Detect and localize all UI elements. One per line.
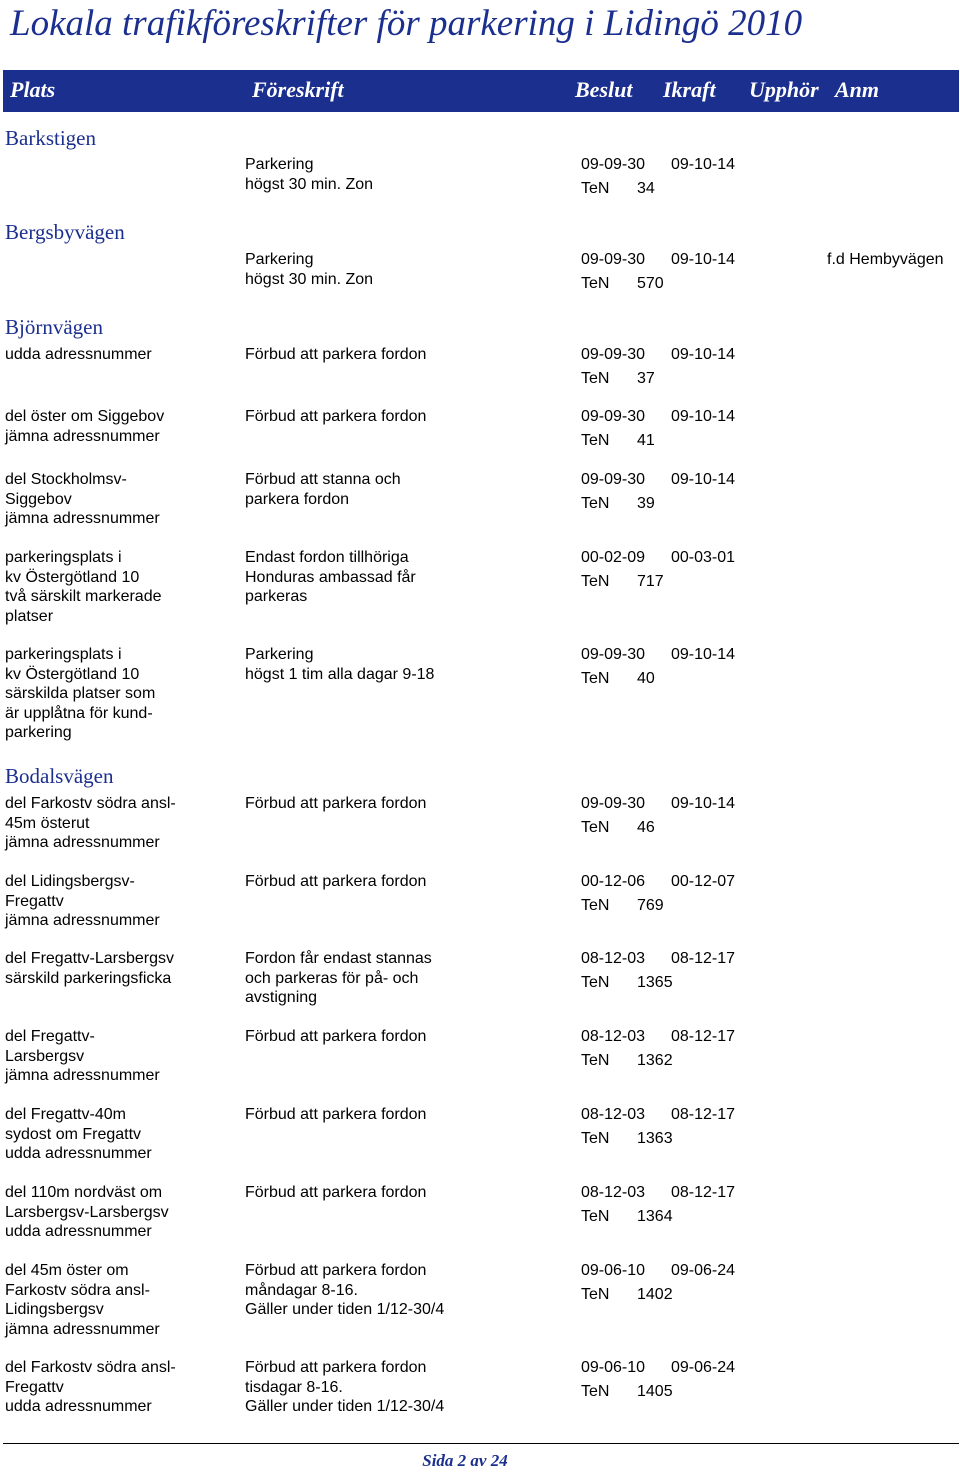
entry-regulation: Parkering högst 1 tim alla dagar 9-18 bbox=[245, 646, 435, 683]
column-header-bar bbox=[3, 70, 959, 112]
regulation-entry bbox=[0, 1105, 960, 1162]
entry-effective-date: 09-10-14 bbox=[671, 251, 736, 268]
ten-number: 39 bbox=[637, 495, 655, 512]
entry-decision-date: 09-09-30 bbox=[581, 795, 646, 812]
entry-regulation: Förbud att parkera fordon bbox=[245, 1106, 427, 1123]
ten-number: 41 bbox=[637, 432, 655, 449]
column-header-beslut: Beslut bbox=[575, 77, 633, 102]
entry-ten-reference bbox=[581, 896, 664, 916]
regulation-entry bbox=[0, 1183, 960, 1240]
entry-location: parkeringsplats i kv Östergötland 10 två särskilt markerade platser bbox=[5, 549, 162, 625]
entry-regulation: Fordon får endast stannas och parkeras för på- och avstigning bbox=[245, 950, 432, 1006]
entry-decision-date: 08-12-03 bbox=[581, 950, 646, 967]
entry-regulation: Förbud att parkera fordon bbox=[245, 1028, 427, 1045]
ten-number: 1405 bbox=[637, 1383, 673, 1400]
regulation-entry bbox=[0, 548, 960, 625]
regulation-entry bbox=[0, 645, 960, 741]
ten-number: 1364 bbox=[637, 1208, 673, 1225]
ten-number: 34 bbox=[637, 180, 655, 197]
ten-label: TeN bbox=[581, 670, 610, 687]
ten-label: TeN bbox=[581, 1208, 610, 1225]
entry-decision-date: 00-12-06 bbox=[581, 873, 646, 890]
column-header-upphor: Upphör bbox=[749, 77, 819, 102]
column-header-ikraft: Ikraft bbox=[663, 77, 716, 102]
ten-label: TeN bbox=[581, 897, 610, 914]
entry-decision-date: 08-12-03 bbox=[581, 1106, 646, 1123]
entry-decision-date: 08-12-03 bbox=[581, 1184, 646, 1201]
entry-regulation: Förbud att parkera fordon bbox=[245, 408, 427, 425]
entry-regulation: Parkering högst 30 min. Zon bbox=[245, 251, 374, 288]
entry-regulation: Parkering högst 30 min. Zon bbox=[245, 156, 374, 193]
entry-location: del 110m nordväst om Larsbergsv-Larsbergsv udda adressnummer bbox=[5, 1184, 169, 1240]
ten-number: 1402 bbox=[637, 1286, 673, 1303]
footer-divider bbox=[3, 1443, 959, 1444]
regulation-entry bbox=[0, 872, 960, 929]
entry-location: del Farkostv södra ansl- Fregattv udda adressnummer bbox=[5, 1359, 176, 1415]
entry-decision-date: 09-09-30 bbox=[581, 346, 646, 363]
entry-location: del Fregattv- Larsbergsv jämna adressnummer bbox=[5, 1028, 160, 1084]
street-heading: Barkstigen bbox=[5, 126, 96, 150]
entry-effective-date: 09-06-24 bbox=[671, 1262, 736, 1279]
entry-ten-reference bbox=[581, 369, 655, 389]
ten-label: TeN bbox=[581, 180, 610, 197]
street-heading: Björnvägen bbox=[5, 315, 103, 339]
entry-location: del Stockholmsv- Siggebov jämna adressnummer bbox=[5, 471, 160, 527]
column-header-anm: Anm bbox=[835, 77, 880, 102]
entry-ten-reference bbox=[581, 1129, 673, 1149]
ten-number: 769 bbox=[637, 897, 664, 914]
entry-ten-reference bbox=[581, 431, 655, 451]
entry-effective-date: 08-12-17 bbox=[671, 1028, 736, 1045]
entry-ten-reference bbox=[581, 274, 664, 294]
ten-number: 40 bbox=[637, 670, 655, 687]
entry-effective-date: 09-10-14 bbox=[671, 156, 736, 173]
ten-label: TeN bbox=[581, 432, 610, 449]
entry-ten-reference bbox=[581, 1207, 673, 1227]
regulation-entry bbox=[0, 407, 960, 449]
ten-label: TeN bbox=[581, 275, 610, 292]
entry-regulation: Endast fordon tillhöriga Honduras ambassad får parkeras bbox=[245, 549, 416, 605]
ten-number: 717 bbox=[637, 573, 664, 590]
entry-decision-date: 09-06-10 bbox=[581, 1262, 646, 1279]
entry-ten-reference bbox=[581, 1285, 673, 1305]
entry-effective-date: 08-12-17 bbox=[671, 1184, 736, 1201]
entry-decision-date: 09-09-30 bbox=[581, 156, 646, 173]
column-header-foreskrift: Föreskrift bbox=[252, 77, 344, 102]
entry-ten-reference bbox=[581, 572, 664, 592]
entry-regulation: Förbud att parkera fordon bbox=[245, 346, 427, 363]
entry-decision-date: 09-09-30 bbox=[581, 471, 646, 488]
entry-regulation: Förbud att stanna och parkera fordon bbox=[245, 471, 401, 508]
regulation-entry bbox=[0, 794, 960, 851]
entry-effective-date: 09-10-14 bbox=[671, 346, 736, 363]
entry-regulation: Förbud att parkera fordon bbox=[245, 795, 427, 812]
regulation-entry bbox=[0, 949, 960, 1006]
entry-location: parkeringsplats i kv Östergötland 10 särskilda platser som är upplåtna för kund- parkering bbox=[5, 646, 156, 741]
ten-number: 46 bbox=[637, 819, 655, 836]
regulation-entry bbox=[0, 345, 960, 387]
entry-effective-date: 00-03-01 bbox=[671, 549, 736, 566]
entry-decision-date: 08-12-03 bbox=[581, 1028, 646, 1045]
ten-label: TeN bbox=[581, 819, 610, 836]
regulation-entry bbox=[0, 155, 960, 197]
street-heading: Bergsbyvägen bbox=[5, 220, 125, 244]
entry-ten-reference bbox=[581, 1051, 673, 1071]
entry-decision-date: 09-06-10 bbox=[581, 1359, 646, 1376]
ten-label: TeN bbox=[581, 1286, 610, 1303]
entry-ten-reference bbox=[581, 973, 673, 993]
ten-number: 570 bbox=[637, 275, 664, 292]
ten-label: TeN bbox=[581, 1052, 610, 1069]
ten-label: TeN bbox=[581, 974, 610, 991]
ten-number: 37 bbox=[637, 370, 655, 387]
entry-effective-date: 08-12-17 bbox=[671, 1106, 736, 1123]
ten-number: 1365 bbox=[637, 974, 673, 991]
page-number: Sida 2 av 24 bbox=[422, 1451, 508, 1470]
entry-location: del 45m öster om Farkostv södra ansl- Lidingsbergsv jämna adressnummer bbox=[5, 1262, 160, 1338]
street-heading: Bodalsvägen bbox=[5, 764, 114, 788]
entry-location: del öster om Siggebov jämna adressnummer bbox=[5, 408, 165, 445]
entry-ten-reference bbox=[581, 1382, 673, 1402]
page-title: Lokala trafikföreskrifter för parkering i Lidingö 2010 bbox=[10, 3, 803, 44]
entry-decision-date: 00-02-09 bbox=[581, 549, 646, 566]
entry-remark: f.d Hembyvägen bbox=[827, 251, 944, 268]
entry-effective-date: 09-10-14 bbox=[671, 646, 736, 663]
entry-location: del Farkostv södra ansl- 45m österut jämna adressnummer bbox=[5, 795, 176, 851]
entry-location: del Fregattv-Larsbergsv särskild parkeringsficka bbox=[5, 950, 174, 987]
entry-ten-reference bbox=[581, 179, 655, 199]
entry-ten-reference bbox=[581, 669, 655, 689]
entry-location: del Fregattv-40m sydost om Fregattv udda adressnummer bbox=[5, 1106, 152, 1162]
regulation-entry bbox=[0, 470, 960, 527]
entry-decision-date: 09-09-30 bbox=[581, 646, 646, 663]
regulation-entry bbox=[0, 1358, 960, 1415]
entry-effective-date: 09-06-24 bbox=[671, 1359, 736, 1376]
regulation-entry bbox=[0, 250, 960, 292]
entry-regulation: Förbud att parkera fordon måndagar 8-16. Gäller under tiden 1/12-30/4 bbox=[245, 1262, 445, 1318]
entry-regulation: Förbud att parkera fordon bbox=[245, 873, 427, 890]
entry-location: del Lidingsbergsv- Fregattv jämna adressnummer bbox=[5, 873, 160, 929]
entry-effective-date: 08-12-17 bbox=[671, 950, 736, 967]
ten-label: TeN bbox=[581, 1383, 610, 1400]
entry-effective-date: 00-12-07 bbox=[671, 873, 736, 890]
entry-effective-date: 09-10-14 bbox=[671, 795, 736, 812]
ten-label: TeN bbox=[581, 573, 610, 590]
entry-decision-date: 09-09-30 bbox=[581, 408, 646, 425]
entry-location: udda adressnummer bbox=[5, 346, 152, 363]
entry-ten-reference bbox=[581, 494, 655, 514]
ten-label: TeN bbox=[581, 1130, 610, 1147]
ten-number: 1363 bbox=[637, 1130, 673, 1147]
ten-label: TeN bbox=[581, 370, 610, 387]
entry-effective-date: 09-10-14 bbox=[671, 471, 736, 488]
entry-regulation: Förbud att parkera fordon bbox=[245, 1184, 427, 1201]
entry-ten-reference bbox=[581, 818, 655, 838]
entry-decision-date: 09-09-30 bbox=[581, 251, 646, 268]
regulation-entry bbox=[0, 1261, 960, 1338]
ten-label: TeN bbox=[581, 495, 610, 512]
entry-regulation: Förbud att parkera fordon tisdagar 8-16. Gäller under tiden 1/12-30/4 bbox=[245, 1359, 445, 1415]
regulation-entry bbox=[0, 1027, 960, 1084]
entry-effective-date: 09-10-14 bbox=[671, 408, 736, 425]
ten-number: 1362 bbox=[637, 1052, 673, 1069]
column-header-plats: Plats bbox=[10, 77, 56, 102]
